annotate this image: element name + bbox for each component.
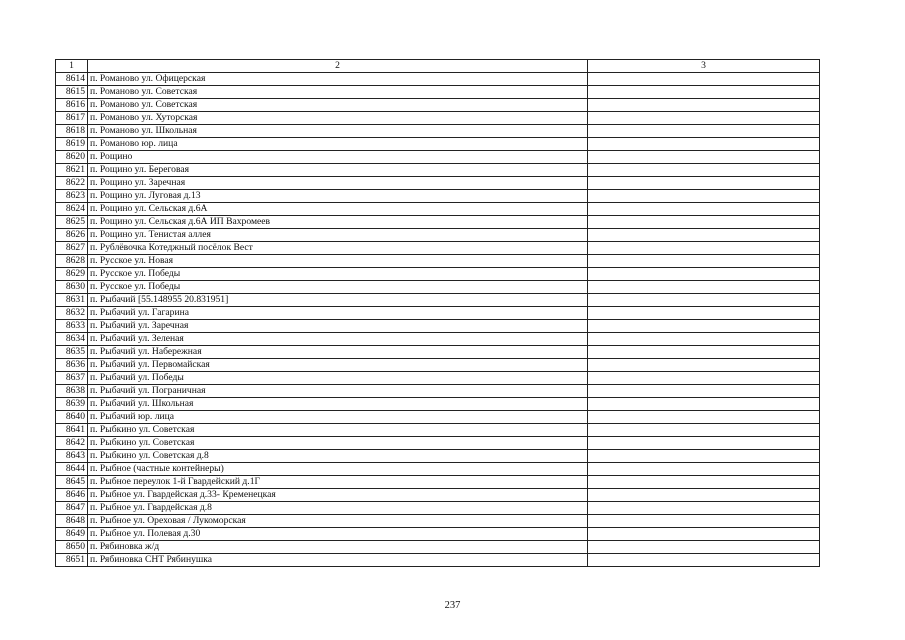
table-row bbox=[56, 515, 820, 528]
note-cell bbox=[588, 307, 820, 320]
note-cell bbox=[588, 359, 820, 372]
table-row bbox=[56, 541, 820, 554]
note-cell bbox=[588, 190, 820, 203]
address-cell: п. Русское ул. Новая bbox=[88, 255, 588, 268]
address-cell: п. Русское ул. Победы bbox=[88, 268, 588, 281]
table-row bbox=[56, 476, 820, 489]
address-cell: п. Рощино ул. Заречная bbox=[88, 177, 588, 190]
address-cell: п. Рыбачий ул. Первомайская bbox=[88, 359, 588, 372]
note-cell bbox=[588, 255, 820, 268]
table-row bbox=[56, 216, 820, 229]
address-cell: п. Рыбачий ул. Набережная bbox=[88, 346, 588, 359]
note-cell bbox=[588, 320, 820, 333]
note-cell bbox=[588, 203, 820, 216]
table-row bbox=[56, 346, 820, 359]
row-number-cell: 8628 bbox=[56, 255, 88, 268]
note-cell bbox=[588, 437, 820, 450]
note-cell bbox=[588, 177, 820, 190]
note-cell bbox=[588, 294, 820, 307]
row-number-cell: 8640 bbox=[56, 411, 88, 424]
note-cell bbox=[588, 489, 820, 502]
row-number-cell: 8632 bbox=[56, 307, 88, 320]
row-number-cell: 8646 bbox=[56, 489, 88, 502]
table-row bbox=[56, 411, 820, 424]
note-cell bbox=[588, 268, 820, 281]
note-cell bbox=[588, 346, 820, 359]
note-cell bbox=[588, 372, 820, 385]
note-cell bbox=[588, 216, 820, 229]
address-cell: п. Рыбное ул. Полевая д.30 bbox=[88, 528, 588, 541]
address-cell: п. Рыбное переулок 1-й Гвардейский д.1Г bbox=[88, 476, 588, 489]
note-cell bbox=[588, 164, 820, 177]
note-cell bbox=[588, 138, 820, 151]
row-number-cell: 8648 bbox=[56, 515, 88, 528]
row-number-cell: 8637 bbox=[56, 372, 88, 385]
address-cell: п. Рощино ул. Сельская д.6А bbox=[88, 203, 588, 216]
address-cell: п. Рыбное ул. Ореховая / Лукоморская bbox=[88, 515, 588, 528]
address-cell: п. Рыбачий ул. Гагарина bbox=[88, 307, 588, 320]
note-cell bbox=[588, 463, 820, 476]
table-row bbox=[56, 385, 820, 398]
address-cell: п. Романово ул. Школьная bbox=[88, 125, 588, 138]
table-row bbox=[56, 489, 820, 502]
table-header-row bbox=[56, 60, 820, 73]
table-row bbox=[56, 151, 820, 164]
note-cell bbox=[588, 125, 820, 138]
note-cell bbox=[588, 502, 820, 515]
table-row bbox=[56, 268, 820, 281]
column-header-3: 3 bbox=[588, 60, 820, 73]
note-cell bbox=[588, 151, 820, 164]
address-cell: п. Романово ул. Советская bbox=[88, 99, 588, 112]
address-cell: п. Рыбное ул. Гвардейская д.33- Кременецкая bbox=[88, 489, 588, 502]
table-row bbox=[56, 424, 820, 437]
row-number-cell: 8641 bbox=[56, 424, 88, 437]
address-cell: п. Рублёвочка Котеджный посёлок Вест bbox=[88, 242, 588, 255]
row-number-cell: 8616 bbox=[56, 99, 88, 112]
note-cell bbox=[588, 385, 820, 398]
row-number-cell: 8629 bbox=[56, 268, 88, 281]
row-number-cell: 8622 bbox=[56, 177, 88, 190]
address-cell: п. Рощино ул. Сельская д.6А ИП Вахромеев bbox=[88, 216, 588, 229]
row-number-cell: 8643 bbox=[56, 450, 88, 463]
column-header-2: 2 bbox=[88, 60, 588, 73]
column-header-1: 1 bbox=[56, 60, 88, 73]
page-number: 237 bbox=[444, 600, 461, 611]
address-cell: п. Рыбачий ул. Школьная bbox=[88, 398, 588, 411]
address-cell: п. Рыбкино ул. Советская д.8 bbox=[88, 450, 588, 463]
row-number-cell: 8644 bbox=[56, 463, 88, 476]
address-cell: п. Рыбачий ул. Заречная bbox=[88, 320, 588, 333]
row-number-cell: 8626 bbox=[56, 229, 88, 242]
note-cell bbox=[588, 112, 820, 125]
note-cell bbox=[588, 86, 820, 99]
address-table bbox=[55, 59, 820, 567]
row-number-cell: 8623 bbox=[56, 190, 88, 203]
table-row bbox=[56, 554, 820, 567]
address-cell: п. Рябиновка СНТ Рябинушка bbox=[88, 554, 588, 567]
row-number-cell: 8649 bbox=[56, 528, 88, 541]
row-number-cell: 8618 bbox=[56, 125, 88, 138]
table-row bbox=[56, 398, 820, 411]
address-cell: п. Рыбачий [55.148955 20.831951] bbox=[88, 294, 588, 307]
table-row bbox=[56, 177, 820, 190]
row-number-cell: 8638 bbox=[56, 385, 88, 398]
address-cell: п. Рыбкино ул. Советская bbox=[88, 424, 588, 437]
note-cell bbox=[588, 281, 820, 294]
table-row bbox=[56, 203, 820, 216]
row-number-cell: 8634 bbox=[56, 333, 88, 346]
address-cell: п. Рыбачий юр. лица bbox=[88, 411, 588, 424]
address-cell: п. Рыбачий ул. Победы bbox=[88, 372, 588, 385]
table-row bbox=[56, 333, 820, 346]
table-row bbox=[56, 281, 820, 294]
note-cell bbox=[588, 242, 820, 255]
row-number-cell: 8615 bbox=[56, 86, 88, 99]
note-cell bbox=[588, 554, 820, 567]
table-row bbox=[56, 359, 820, 372]
row-number-cell: 8651 bbox=[56, 554, 88, 567]
note-cell bbox=[588, 398, 820, 411]
note-cell bbox=[588, 73, 820, 86]
table-row bbox=[56, 450, 820, 463]
table-row bbox=[56, 73, 820, 86]
table-row bbox=[56, 229, 820, 242]
table-row bbox=[56, 190, 820, 203]
note-cell bbox=[588, 333, 820, 346]
address-cell: п. Рощино ул. Тенистая аллея bbox=[88, 229, 588, 242]
row-number-cell: 8631 bbox=[56, 294, 88, 307]
address-cell: п. Рыбачий ул. Зеленая bbox=[88, 333, 588, 346]
note-cell bbox=[588, 528, 820, 541]
row-number-cell: 8630 bbox=[56, 281, 88, 294]
row-number-cell: 8621 bbox=[56, 164, 88, 177]
row-number-cell: 8650 bbox=[56, 541, 88, 554]
row-number-cell: 8636 bbox=[56, 359, 88, 372]
row-number-cell: 8624 bbox=[56, 203, 88, 216]
table-row bbox=[56, 463, 820, 476]
table-row bbox=[56, 528, 820, 541]
address-cell: п. Рыбное ул. Гвардейская д.8 bbox=[88, 502, 588, 515]
table-row bbox=[56, 242, 820, 255]
table-row bbox=[56, 86, 820, 99]
note-cell bbox=[588, 476, 820, 489]
note-cell bbox=[588, 229, 820, 242]
table-row bbox=[56, 437, 820, 450]
row-number-cell: 8625 bbox=[56, 216, 88, 229]
row-number-cell: 8647 bbox=[56, 502, 88, 515]
address-cell: п. Рощино bbox=[88, 151, 588, 164]
address-cell: п. Романово ул. Хуторская bbox=[88, 112, 588, 125]
address-cell: п. Рыбное (частные контейнеры) bbox=[88, 463, 588, 476]
table-row bbox=[56, 255, 820, 268]
row-number-cell: 8620 bbox=[56, 151, 88, 164]
address-cell: п. Романово ул. Советская bbox=[88, 86, 588, 99]
row-number-cell: 8627 bbox=[56, 242, 88, 255]
row-number-cell: 8639 bbox=[56, 398, 88, 411]
address-cell: п. Рябиновка ж/д bbox=[88, 541, 588, 554]
table-row bbox=[56, 138, 820, 151]
row-number-cell: 8617 bbox=[56, 112, 88, 125]
table-row bbox=[56, 164, 820, 177]
table-row bbox=[56, 307, 820, 320]
table-row bbox=[56, 372, 820, 385]
address-cell: п. Романово юр. лица bbox=[88, 138, 588, 151]
table-row bbox=[56, 112, 820, 125]
note-cell bbox=[588, 424, 820, 437]
note-cell bbox=[588, 515, 820, 528]
note-cell bbox=[588, 541, 820, 554]
address-cell: п. Русское ул. Победы bbox=[88, 281, 588, 294]
row-number-cell: 8619 bbox=[56, 138, 88, 151]
note-cell bbox=[588, 99, 820, 112]
row-number-cell: 8635 bbox=[56, 346, 88, 359]
row-number-cell: 8614 bbox=[56, 73, 88, 86]
address-cell: п. Рощино ул. Береговая bbox=[88, 164, 588, 177]
table-row bbox=[56, 99, 820, 112]
table-body bbox=[56, 73, 820, 567]
table-row bbox=[56, 294, 820, 307]
row-number-cell: 8645 bbox=[56, 476, 88, 489]
row-number-cell: 8642 bbox=[56, 437, 88, 450]
table-row bbox=[56, 502, 820, 515]
address-cell: п. Рыбачий ул. Пограничная bbox=[88, 385, 588, 398]
address-cell: п. Рыбкино ул. Советская bbox=[88, 437, 588, 450]
address-cell: п. Рощино ул. Луговая д.13 bbox=[88, 190, 588, 203]
note-cell bbox=[588, 411, 820, 424]
table-row bbox=[56, 125, 820, 138]
row-number-cell: 8633 bbox=[56, 320, 88, 333]
document-sheet bbox=[55, 59, 820, 567]
address-cell: п. Романово ул. Офицерская bbox=[88, 73, 588, 86]
table-row bbox=[56, 320, 820, 333]
note-cell bbox=[588, 450, 820, 463]
